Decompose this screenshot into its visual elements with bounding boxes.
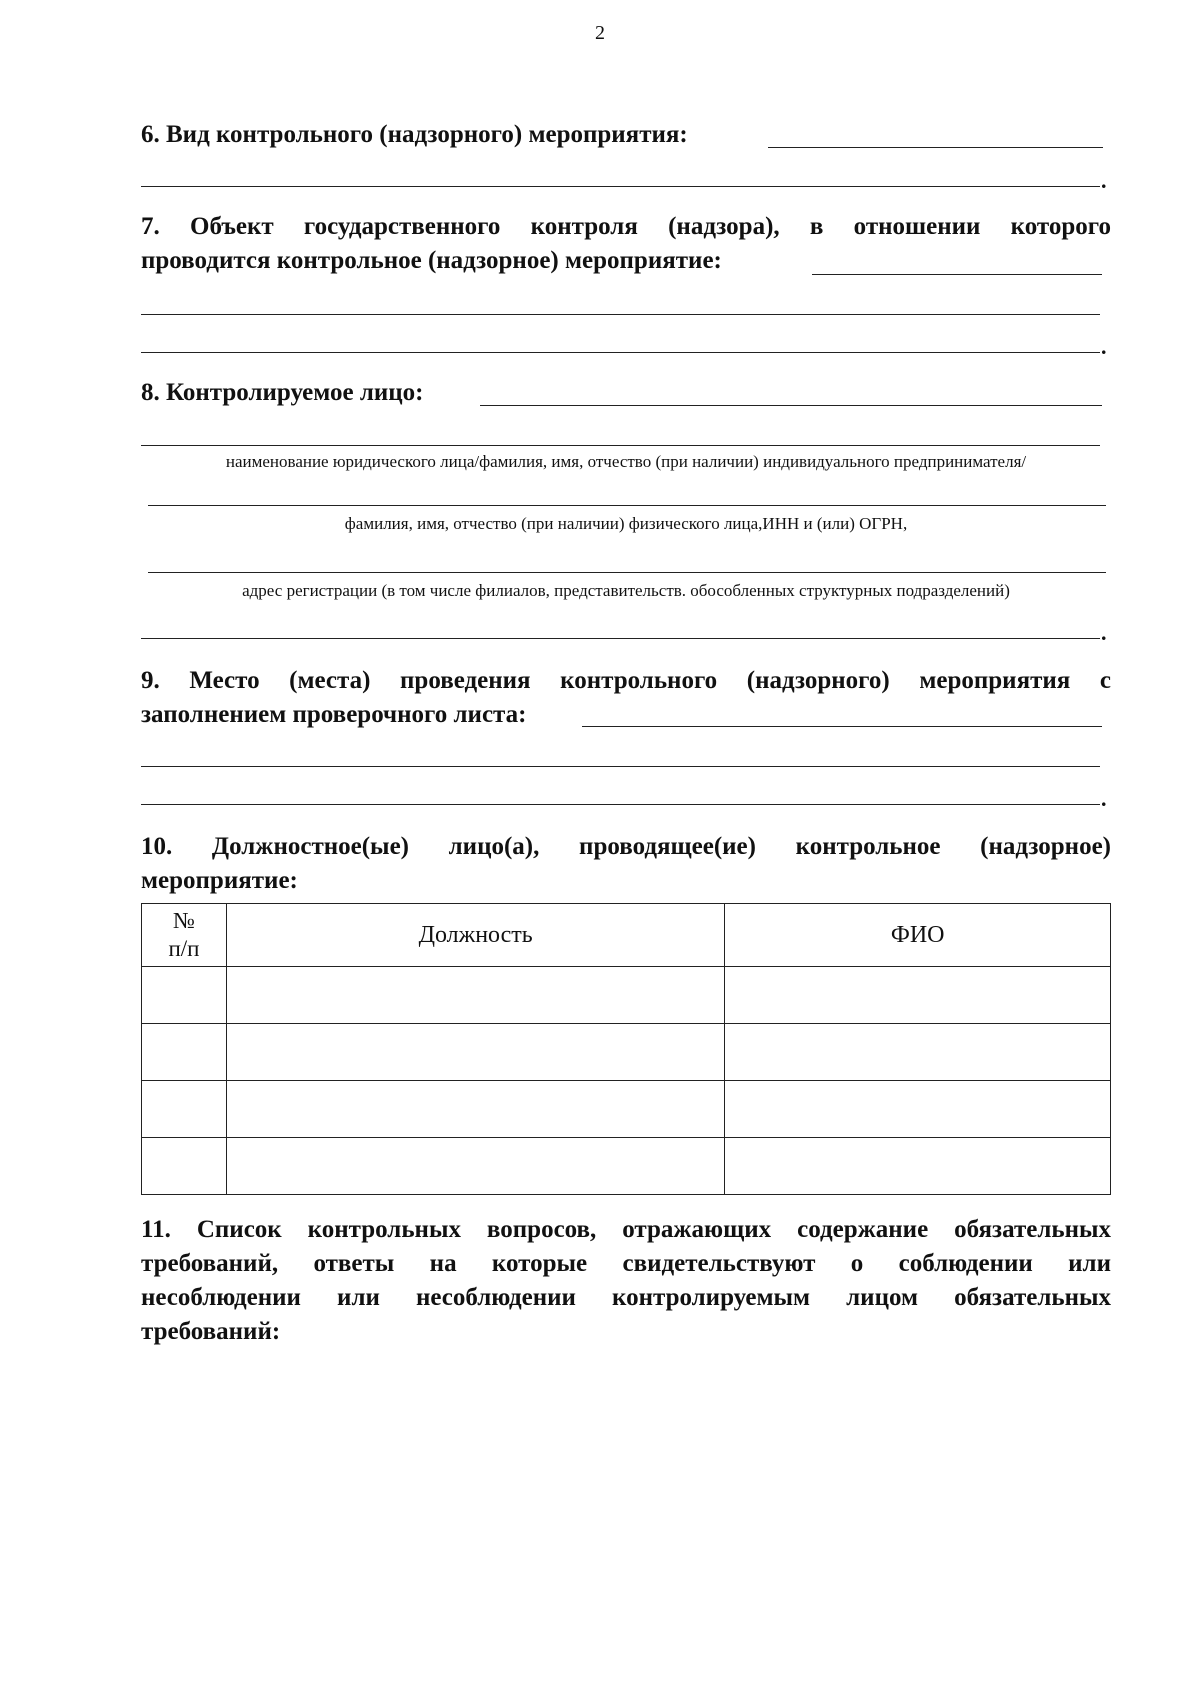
section-8-field-line-3[interactable] (148, 505, 1106, 506)
table-cell-position[interactable] (226, 1024, 725, 1081)
section-7-field-line[interactable] (812, 274, 1102, 275)
table-header-row (142, 904, 1111, 967)
section-9-label-line2: заполнением проверочного листа: (141, 701, 527, 728)
section-9-field-line-3[interactable] (141, 804, 1100, 805)
table-row (142, 1081, 1111, 1138)
officials-table (141, 903, 1111, 1195)
section-8-caption-3: адрес регистрации (в том числе филиалов, представительств. обособленных структурных подразделений) (242, 581, 1010, 600)
table-cell-position[interactable] (226, 967, 725, 1024)
table-cell-number[interactable] (142, 967, 227, 1024)
column-header-fio: ФИО (725, 904, 1111, 967)
section-11-label-line2: требований, ответы на которые свидетельствуют о соблюдении или (141, 1250, 1111, 1277)
section-6-field-line[interactable] (768, 147, 1103, 148)
table-cell-fio[interactable] (725, 967, 1111, 1024)
section-8-period: . (1101, 620, 1107, 645)
table-row (142, 1138, 1111, 1195)
section-7-label-line2: проводится контрольное (надзорное) мероприятие: (141, 247, 722, 274)
column-header-number-pp: п/п (168, 936, 200, 961)
table-cell-number[interactable] (142, 1138, 227, 1195)
section-11-label-line3: несоблюдении или несоблюдении контролируемым лицом обязательных (141, 1284, 1111, 1311)
section-6-field-line-2[interactable] (141, 186, 1100, 187)
section-8-field-line-5[interactable] (141, 638, 1100, 639)
section-9-period: . (1101, 786, 1107, 811)
page-number: 2 (595, 22, 605, 44)
section-7-field-line-2[interactable] (141, 314, 1100, 315)
column-header-position: Должность (226, 904, 725, 967)
section-8-caption-2: фамилия, имя, отчество (при наличии) физического лица,ИНН и (или) ОГРН, (344, 514, 908, 533)
table-cell-fio[interactable] (725, 1081, 1111, 1138)
table-row (142, 1024, 1111, 1081)
section-8-label: 8. Контролируемое лицо: (141, 379, 424, 406)
section-7-period: . (1101, 334, 1107, 359)
table-cell-position[interactable] (226, 1081, 725, 1138)
section-8-field-line[interactable] (480, 405, 1102, 406)
section-7-field-line-3[interactable] (141, 352, 1100, 353)
table-cell-number[interactable] (142, 1024, 227, 1081)
column-header-number (142, 904, 227, 967)
table-cell-fio[interactable] (725, 1138, 1111, 1195)
section-9-field-line[interactable] (582, 726, 1102, 727)
section-11-label-line4: требований: (141, 1318, 281, 1345)
section-7-label-line1: 7. Объект государственного контроля (надзора), в отношении которого (141, 213, 1111, 240)
section-6-period: . (1101, 168, 1107, 193)
column-header-number-sign: № (172, 908, 195, 933)
section-10-label-line2: мероприятие: (141, 867, 298, 894)
section-9-field-line-2[interactable] (141, 766, 1100, 767)
section-6-label: 6. Вид контрольного (надзорного) мероприятия: (141, 121, 688, 148)
section-8-field-line-2[interactable] (141, 445, 1100, 446)
section-11-label-line1: 11. Список контрольных вопросов, отражающих содержание обязательных (141, 1216, 1111, 1243)
table-cell-position[interactable] (226, 1138, 725, 1195)
section-9-label-line1: 9. Место (места) проведения контрольного (надзорного) мероприятия с (141, 667, 1111, 694)
section-8-caption-1: наименование юридического лица/фамилия, имя, отчество (при наличии) индивидуального предпринимателя/ (225, 452, 1027, 471)
table-row (142, 967, 1111, 1024)
table-cell-number[interactable] (142, 1081, 227, 1138)
section-8-field-line-4[interactable] (148, 572, 1106, 573)
table-cell-fio[interactable] (725, 1024, 1111, 1081)
section-10-label-line1: 10. Должностное(ые) лицо(а), проводящее(ие) контрольное (надзорное) (141, 833, 1111, 860)
